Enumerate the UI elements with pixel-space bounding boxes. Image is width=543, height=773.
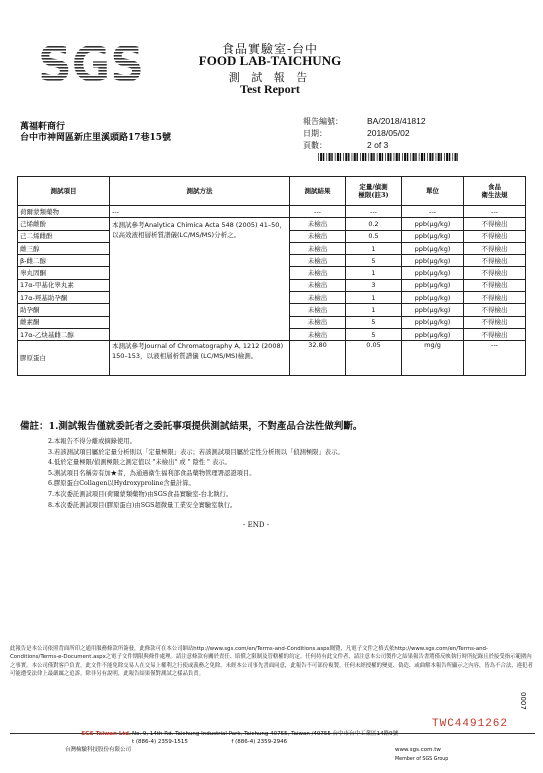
- results-table: [17, 176, 526, 376]
- cell-test-method: 本測試參考Journal of Chromatography A, 1212 (2008) 150–153，以液相層析質譜儀 (LC/MS/MS)檢測。: [110, 341, 290, 376]
- note-item: 7.本次委託測試項目(荷爾蒙類藥物)由SGS食品實驗室-台北執行。: [48, 490, 233, 498]
- table-row: [18, 218, 526, 230]
- client-name: 萬福軒商行: [20, 122, 66, 132]
- cell-regulation: 不得檢出: [464, 242, 526, 254]
- date-label: 日期：: [303, 129, 327, 138]
- document-code: TWC4491262: [432, 718, 509, 730]
- cell-test-item: 雌三醇: [18, 242, 110, 254]
- cell-test-item: 17α-甲基化睾丸素: [18, 279, 110, 291]
- cell-limit: 3: [346, 279, 402, 291]
- report-no: BA/2018/41812: [367, 116, 426, 126]
- notes-label: 備註：: [20, 421, 49, 432]
- cell-unit: ppb(μg/kg): [402, 304, 464, 316]
- cell-limit: 5: [346, 328, 402, 340]
- cell-regulation: 不得檢出: [464, 316, 526, 328]
- cell-result: 未檢出: [290, 267, 346, 279]
- fax: f (886-4) 2359-2946: [231, 738, 288, 745]
- cell-regulation: 不得檢出: [464, 255, 526, 267]
- note-1: 1.測試報告僅就委託者之委託事項提供測試結果，不對產品合法性做判斷。: [48, 421, 363, 432]
- cell-limit: 1: [346, 292, 402, 304]
- company-en: SGS Taiwan Ltd.: [81, 731, 132, 737]
- note-item: 5.測試項目名稱旁有加★者，為通過衛生福利部食品藥物管理署認證項目。: [48, 469, 256, 477]
- telephone: t (886-4) 2359-1515: [132, 738, 188, 745]
- header-unit: 單位: [402, 177, 464, 206]
- header-limit: 定量/偵測 極限(註3): [346, 177, 402, 206]
- client-address: 台中市神岡區新庄里溪頭路17巷15號: [20, 133, 172, 143]
- cell-test-item: 膠原蛋白: [18, 341, 110, 376]
- cell-result: 32.80: [290, 341, 346, 376]
- company-address: No. 9, 14th Rd. Taichung Industrial Park, Taichung 40755, Taiwan /40755 台中市台中工業區14路9號: [132, 731, 399, 737]
- cell-regulation: ---: [464, 341, 526, 376]
- cell-regulation: 不得檢出: [464, 218, 526, 230]
- cell-result: ---: [290, 206, 346, 218]
- legal-disclaimer: 此報告是本公司依照背面所印之通用服務條款所簽發，此條款可在本公司網站http://www.sgs.com/en/Terms-and-Conditions.aspx閱覽，凡電子文件之格式依http://www.sgs.com/en/Terms-and-Conditions/Terms-e-Document.aspx之電子文件期限與條件處理。請注意條款有關於責任、賠償之限制及管轄權的約定。任何持有此文件者，請注意本公司製作之結果報告書將僅反映執行時所紀錄且於接受指示範圍內之事實。本公司僅對客戶負責，此文件不能免除交易人在交易上權利之行使或義務之免除。未經本公司事先書面同意，此報告不可部份複製。任何未經授權的變更、偽造、或曲解本報告所顯示之內容，皆為不合法，違犯者可能遭受法律上最嚴厲之追訴。除非另有說明，此報告結果僅對測試之樣品負責。: [10, 646, 533, 678]
- cell-limit: 1: [346, 242, 402, 254]
- table-row: [18, 206, 526, 218]
- page-label: 頁數：: [303, 141, 327, 150]
- cell-result: 未檢出: [290, 255, 346, 267]
- cell-test-item: 睾丸固酮: [18, 267, 110, 279]
- note-first: [20, 422, 362, 433]
- table-header-row: [18, 177, 526, 206]
- cell-regulation: 不得檢出: [464, 328, 526, 340]
- side-serial: 0007: [519, 692, 527, 710]
- cell-unit: ppb(μg/kg): [402, 328, 464, 340]
- cell-unit: ppb(μg/kg): [402, 218, 464, 230]
- sgs-logo: [38, 40, 146, 84]
- cell-unit: ppb(μg/kg): [402, 255, 464, 267]
- cell-test-item: β-雌二醇: [18, 255, 110, 267]
- cell-unit: ppb(μg/kg): [402, 267, 464, 279]
- note-item: 3.若該測試項目屬於定量分析則以「定量極限」表示；若該測試項目屬於定性分析則以「偵測極限」表示。: [48, 448, 344, 456]
- cell-test-item: 己二烯雌酚: [18, 230, 110, 242]
- header-test-method: 測試方法: [110, 177, 290, 206]
- svg-text:SGS: SGS: [38, 40, 144, 84]
- cell-regulation: 不得檢出: [464, 279, 526, 291]
- cell-regulation: 不得檢出: [464, 267, 526, 279]
- cell-test-method: ---: [110, 206, 290, 218]
- report-title-en: Test Report: [240, 82, 300, 96]
- cell-result: 未檢出: [290, 304, 346, 316]
- cell-regulation: 不得檢出: [464, 230, 526, 242]
- cell-unit: mg/g: [402, 341, 464, 376]
- cell-limit: 1: [346, 304, 402, 316]
- note-item: 6.膠原蛋白Collagen以Hydroxyproline含量計算。: [48, 480, 195, 488]
- footer-contact: [132, 731, 398, 746]
- cell-regulation: 不得檢出: [464, 292, 526, 304]
- table-row: [18, 341, 526, 376]
- cell-unit: ppb(μg/kg): [402, 316, 464, 328]
- cell-test-method: 本測試參考Analytica Chimica Acta 548 (2005) 41–50，以高效液相層析質譜儀(LC/MS/MS)分析之。: [110, 218, 290, 341]
- footer-web: www.sgs.com.tw: [395, 747, 441, 753]
- cell-test-item: 雌素酮: [18, 316, 110, 328]
- cell-test-item: 己烯雌酚: [18, 218, 110, 230]
- lab-name-cn: 食品實驗室-台中: [221, 42, 319, 56]
- note-item: 4.低於定量極限/偵測極限之測定值以 "未檢出" 或 " 陰性 " 表示。: [48, 459, 231, 467]
- footer-company: [65, 731, 131, 754]
- report-title-cn: 測 試 報 告: [228, 71, 312, 84]
- page-number: 2 of 3: [367, 140, 389, 150]
- cell-test-item: 17α-乙炔基雌二醇: [18, 328, 110, 340]
- lab-name-en: FOOD LAB-TAICHUNG: [198, 53, 342, 68]
- cell-limit: 0.05: [346, 341, 402, 376]
- end-marker: - END -: [243, 521, 270, 529]
- note-item: 8.本次委託測試項目(膠原蛋白)由SGS超微量工業安全實驗室執行。: [48, 501, 237, 509]
- cell-limit: ---: [346, 206, 402, 218]
- company-cn: 台灣檢驗科技股份有限公司: [65, 746, 132, 753]
- report-date: 2018/05/02: [367, 128, 410, 138]
- report-no-label: 報告編號：: [303, 117, 343, 126]
- notes-list: [48, 437, 344, 511]
- contact-line: [132, 739, 398, 747]
- cell-result: 未檢出: [290, 218, 346, 230]
- cell-result: 未檢出: [290, 230, 346, 242]
- cell-limit: 1: [346, 267, 402, 279]
- cell-test-item: 17α-羥基助孕酮: [18, 292, 110, 304]
- note-item: 2.本報告不得分離或摘錄使用。: [48, 438, 136, 445]
- cell-unit: ppb(μg/kg): [402, 292, 464, 304]
- cell-result: 未檢出: [290, 316, 346, 328]
- cell-limit: 0.2: [346, 218, 402, 230]
- cell-result: 未檢出: [290, 242, 346, 254]
- footer-member: Member of SGS Group: [395, 757, 449, 762]
- cell-limit: 5: [346, 255, 402, 267]
- header-regulation: 食品 衛生法規: [464, 177, 526, 206]
- cell-limit: 0.5: [346, 230, 402, 242]
- barcode-image: [318, 153, 458, 161]
- cell-unit: ppb(μg/kg): [402, 279, 464, 291]
- header-result: 測試結果: [290, 177, 346, 206]
- cell-unit: ppb(μg/kg): [402, 242, 464, 254]
- cell-limit: 5: [346, 316, 402, 328]
- cell-unit: ppb(μg/kg): [402, 230, 464, 242]
- cell-regulation: 不得檢出: [464, 304, 526, 316]
- cell-result: 未檢出: [290, 279, 346, 291]
- cell-result: 未檢出: [290, 328, 346, 340]
- cell-unit: ---: [402, 206, 464, 218]
- cell-test-item: 荷爾蒙類藥物: [18, 206, 110, 218]
- cell-test-item: 助孕酮: [18, 304, 110, 316]
- header-test-item: 測試項目: [18, 177, 110, 206]
- cell-result: 未檢出: [290, 292, 346, 304]
- cell-regulation: ---: [464, 206, 526, 218]
